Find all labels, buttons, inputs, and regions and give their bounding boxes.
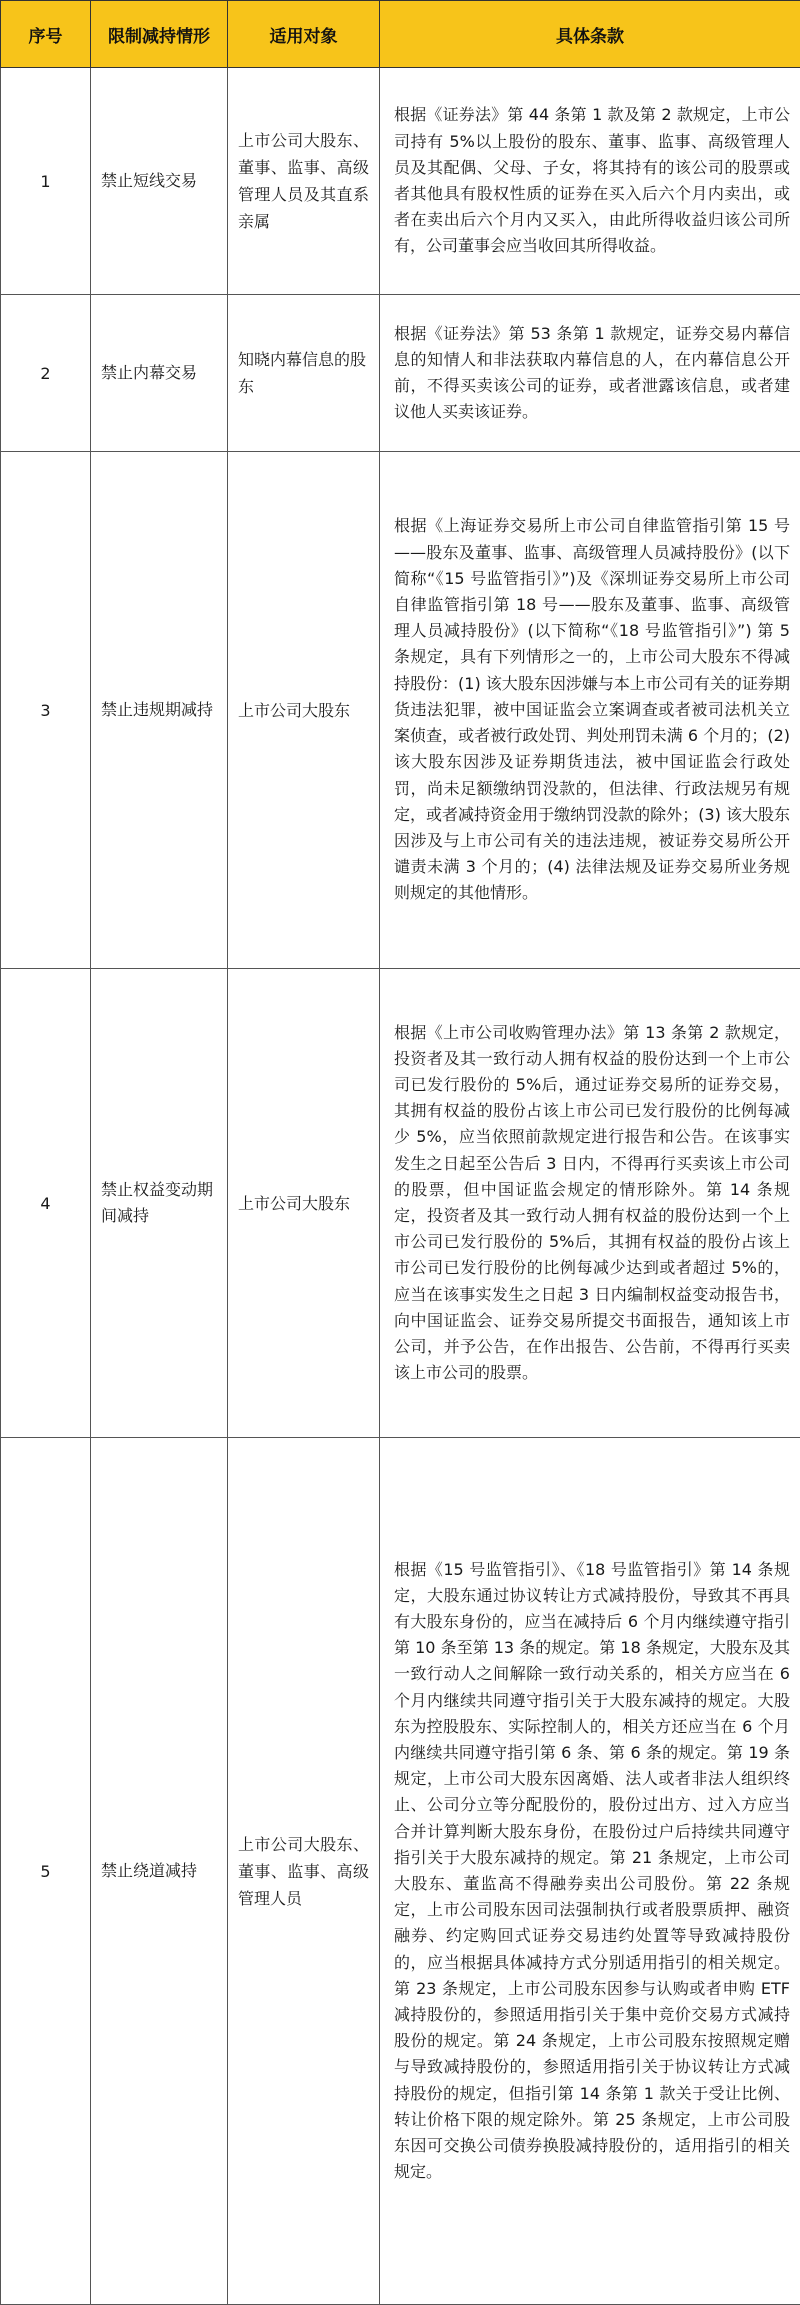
row-object: 上市公司大股东、董事、监事、高级管理人员及其直系亲属 — [228, 68, 380, 295]
header-clause: 具体条款 — [380, 1, 800, 68]
table-row — [1, 295, 800, 452]
row-number: 4 — [1, 969, 91, 1438]
header-situation: 限制减持情形 — [91, 1, 228, 68]
row-clause: 根据《证券法》第 53 条第 1 款规定，证券交易内幕信息的知情人和非法获取内幕信息的人，在内幕信息公开前，不得买卖该公司的证券，或者泄露该信息，或者建议他人买卖该证券。 — [380, 295, 800, 452]
table-row — [1, 452, 800, 969]
row-object: 上市公司大股东 — [228, 969, 380, 1438]
row-situation: 禁止权益变动期间减持 — [91, 969, 228, 1438]
row-number: 3 — [1, 452, 91, 969]
row-number: 5 — [1, 1438, 91, 2305]
table-header-row — [1, 1, 800, 68]
row-number: 1 — [1, 68, 91, 295]
row-object: 上市公司大股东 — [228, 452, 380, 969]
row-number: 2 — [1, 295, 91, 452]
row-object: 知晓内幕信息的股东 — [228, 295, 380, 452]
row-clause: 根据《证券法》第 44 条第 1 款及第 2 款规定，上市公司持有 5%以上股份的股东、董事、监事、高级管理人员及其配偶、父母、子女，将其持有的该公司的股票或者其他具有股权性质的证券在买入后六个月内卖出，或者在卖出后六个月内又买入，由此所得收益归该公司所有，公司董事会应当收回其所得收益。 — [380, 68, 800, 295]
row-object: 上市公司大股东、董事、监事、高级管理人员 — [228, 1438, 380, 2305]
header-no: 序号 — [1, 1, 91, 68]
table-row — [1, 969, 800, 1438]
row-clause: 根据《15 号监管指引》、《18 号监管指引》第 14 条规定，大股东通过协议转让方式减持股份，导致其不再具有大股东身份的，应当在减持后 6 个月内继续遵守指引第 10 条至第 13 条的规定。第 18 条规定，大股东及其一致行动人之间解除一致行动关系的，相关方应当在 6 个月内继续共同遵守指引关于大股东减持的规定。大股东为控股股东、实际控制人的，相关方还应当在 6 个月内继续共同遵守指引第 6 条、第 6 条的规定。第 19 条规定，上市公司大股东因离婚、法人或者非法人组织终止、公司分立等分配股份的，股份过出方、过入方应当合并计算判断大股东身份，在股份过户后持续共同遵守指引关于大股东减持的规定。第 21 条规定，上市公司大股东、董监高不得融券卖出公司股份。第 22 条规定，上市公司股东因司法强制执行或者股票质押、融资融券、约定购回式证券交易违约处置等导致减持股份的，应当根据具体减持方式分别适用指引的相关规定。第 23 条规定，上市公司股东因参与认购或者申购 ETF 减持股份的，参照适用指引关于集中竞价交易方式减持股份的规定。第 24 条规定，上市公司股东按照规定赠与导致减持股份的，参照适用指引关于协议转让方式减持股份的规定，但指引第 14 条第 1 款关于受让比例、转让价格下限的规定除外。第 25 条规定，上市公司股东因可交换公司债券换股减持股份的，适用指引的相关规定。 — [380, 1438, 800, 2305]
row-situation: 禁止违规期减持 — [91, 452, 228, 969]
table-row — [1, 1438, 800, 2305]
row-situation: 禁止绕道减持 — [91, 1438, 228, 2305]
row-clause: 根据《上市公司收购管理办法》第 13 条第 2 款规定，投资者及其一致行动人拥有权益的股份达到一个上市公司已发行股份的 5%后，通过证券交易所的证券交易，其拥有权益的股份占该上市公司已发行股份的比例每减少 5%，应当依照前款规定进行报告和公告。在该事实发生之日起至公告后 3 日内，不得再行买卖该上市公司的股票，但中国证监会规定的情形除外。第 14 条规定，投资者及其一致行动人拥有权益的股份达到一个上市公司已发行股份的 5%后，其拥有权益的股份占该上市公司已发行股份的比例每减少达到或者超过 5%的，应当在该事实发生之日起 3 日内编制权益变动报告书，向中国证监会、证券交易所提交书面报告，通知该上市公司，并予公告，在作出报告、公告前，不得再行买卖该上市公司的股票。 — [380, 969, 800, 1438]
header-object: 适用对象 — [228, 1, 380, 68]
row-clause: 根据《上海证券交易所上市公司自律监管指引第 15 号——股东及董事、监事、高级管理人员减持股份》(以下简称“《15 号监管指引》”)及《深圳证券交易所上市公司自律监管指引第 18 号——股东及董事、监事、高级管理人员减持股份》(以下简称“《18 号监管指引》”) 第 5 条规定，具有下列情形之一的，上市公司大股东不得减持股份：(1) 该大股东因涉嫌与本上市公司有关的证券期货违法犯罪，被中国证监会立案调查或者被司法机关立案侦查，或者被行政处罚、判处刑罚未满 6 个月的；(2) 该大股东因涉及证券期货违法，被中国证监会行政处罚，尚未足额缴纳罚没款的，但法律、行政法规另有规定，或者减持资金用于缴纳罚没款的除外；(3) 该大股东因涉及与上市公司有关的违法违规，被证券交易所公开谴责未满 3 个月的；(4) 法律法规及证券交易所业务规则规定的其他情形。 — [380, 452, 800, 969]
table-row — [1, 68, 800, 295]
row-situation: 禁止短线交易 — [91, 68, 228, 295]
row-situation: 禁止内幕交易 — [91, 295, 228, 452]
